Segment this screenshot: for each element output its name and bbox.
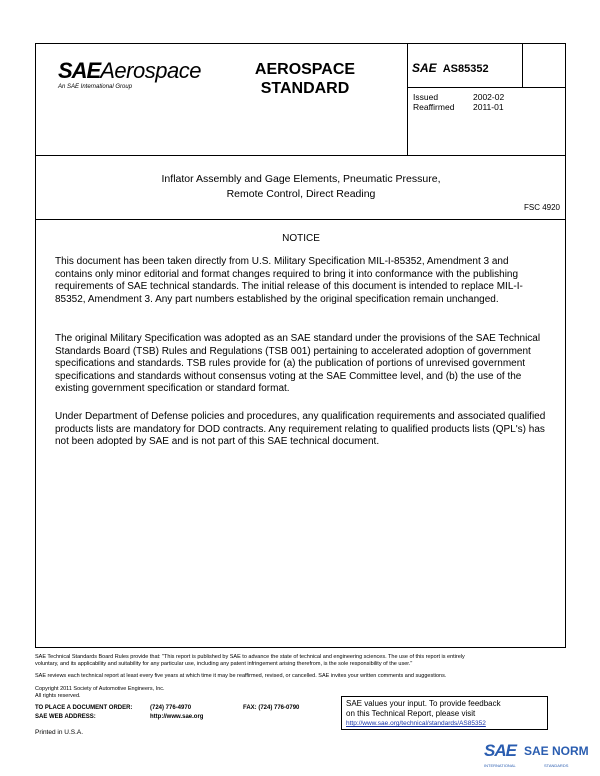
sae-aerospace-logo	[58, 58, 201, 90]
sae-norm-logo	[484, 741, 589, 771]
reaffirmed-label: Reaffirmed	[413, 102, 455, 112]
docno-box-divider	[522, 43, 523, 87]
title-divider	[35, 219, 566, 220]
norm-sub2: STANDARDS	[544, 763, 569, 768]
header-column-divider	[407, 43, 408, 155]
reaffirmed-value: 2011-01	[473, 102, 504, 112]
notice-paragraph-1: This document has been taken directly from U.S. Military Specification MIL-I-85352, Amendment 3 and contains only minor editorial and format changes required to bring it into conformance with the publishing requirements of SAE technical standards. The initial release of this document is intended to replace MIL-I-85352, Amendment 3. Any part numbers established by the original specification remain unchanged.	[55, 256, 523, 305]
issued-label: Issued	[413, 92, 439, 102]
footer-rights: All rights reserved.	[35, 693, 81, 699]
order-label: TO PLACE A DOCUMENT ORDER:	[35, 705, 133, 711]
issued-value: 2002-02	[473, 92, 505, 102]
fax-number: FAX: (724) 776-0790	[243, 705, 300, 711]
fsc-code: FSC 4920	[523, 203, 560, 212]
title-line1: Inflator Assembly and Gage Elements, Pneumatic Pressure,	[161, 173, 441, 185]
footer-review: SAE reviews each technical report at least every five years at which time it may be reaffirmed, revised, or cancelled. SAE invites your written comments and suggestions.	[35, 673, 447, 679]
printed-in: Printed in U.S.A.	[35, 729, 84, 736]
logo-name: Aerospace	[100, 58, 201, 83]
order-phone: (724) 776-4970	[150, 705, 192, 711]
logo-tagline: An SAE International Group	[58, 84, 133, 90]
notice-heading: NOTICE	[282, 233, 320, 244]
document-number	[412, 61, 489, 75]
footer-copyright: Copyright 2011 Society of Automotive Engineers, Inc.	[35, 686, 165, 692]
title-line2: Remote Control, Direct Reading	[226, 188, 376, 200]
norm-text: SAE NORM	[524, 744, 589, 758]
web-label: SAE WEB ADDRESS:	[35, 714, 96, 720]
feedback-line1: SAE values your input. To provide feedback	[346, 699, 501, 708]
sae-mark: SAE	[412, 61, 437, 75]
feedback-link[interactable]: http://www.sae.org/technical/standards/AS85352	[346, 720, 486, 727]
notice-paragraph-3: Under Department of Defense policies and procedures, any qualification requirements and associated qualified products lists are mandatory for DOD contracts. Any requirement relating to qualified products lists (QPL's) has not been adopted by SAE and is not part of this SAE technical document.	[55, 411, 546, 448]
norm-sub1: INTERNATIONAL	[484, 763, 516, 768]
reaffirmed-row	[413, 102, 504, 112]
header-divider	[35, 155, 566, 156]
feedback-box	[341, 696, 548, 730]
issued-row	[413, 92, 504, 102]
standard-type-line2: STANDARD	[260, 80, 350, 97]
issue-dates	[413, 92, 504, 112]
standard-type	[240, 60, 370, 98]
document-title	[36, 172, 566, 202]
norm-brand: SAE	[484, 741, 516, 760]
footer-rules-line1: SAE Technical Standards Board Rules provide that: "This report is published by SAE to advance the state of technical and engineering sciences. The use of this report is entirely	[35, 654, 465, 660]
web-url[interactable]: http://www.sae.org	[150, 714, 204, 720]
feedback-line2: on this Technical Report, please visit	[346, 709, 476, 718]
logo-brand: SAE	[58, 58, 101, 83]
standard-type-line1: AEROSPACE	[254, 61, 356, 78]
docno-box-bottom	[407, 87, 566, 88]
footer-rules-line2: voluntary, and its applicability and suitability for any particular use, including any patent infringement arising therefrom, is the sole responsibility of the user."	[35, 661, 413, 667]
notice-paragraph-2: The original Military Specification was adopted as an SAE standard under the provisions of the SAE Technical Standards Board (TSB) Rules and Regulations (TSB 001) pertaining to accelerated adoption of government specifications and standards. TSB rules provide for (a) the publication of portions of unrevised government specifications and standards without consensus voting at the SAE Committee level, and (b) the use of the existing government specification or standard format.	[55, 333, 541, 395]
doc-number-text: AS85352	[442, 63, 489, 75]
